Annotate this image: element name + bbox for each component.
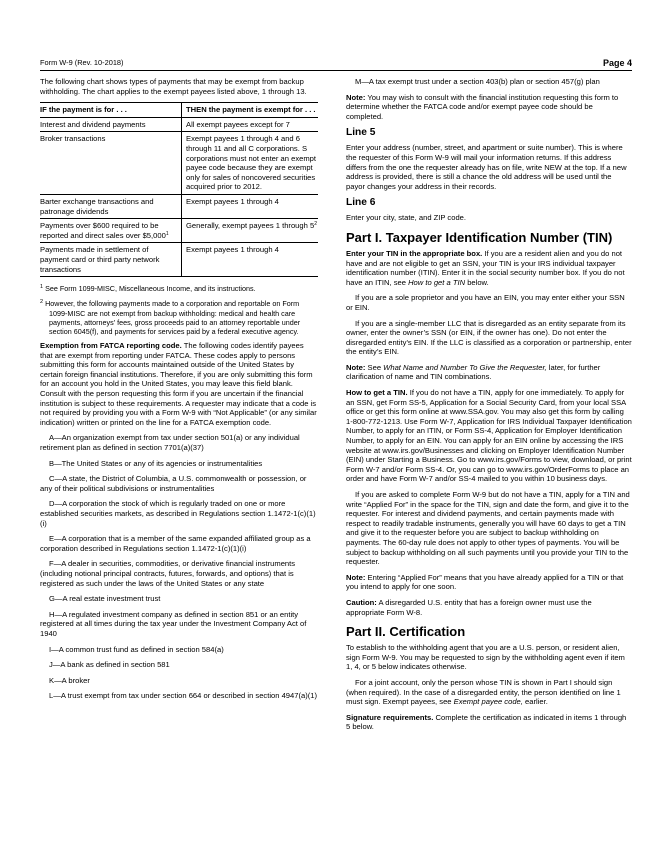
chart-intro: The following chart shows types of payments that may be exempt from backup withholding. The chart applies to the exempt payees listed above, 1 through 13. [40, 77, 307, 96]
fatca-code-e: E—A corporation that is a member of the same expanded affiliated group as a corporation described in Regulations section 1.1472-1(c)(1)(i) [40, 534, 311, 553]
note-fatca [346, 93, 632, 122]
footnote-text: See Form 1099-MISC, Miscellaneous Income, and its instructions. [45, 284, 256, 294]
fatca-code-h: H—A regulated investment company as defined in section 851 or an entity registered at all times during the tax year under the Investment Company Act of 1940 [40, 609, 307, 638]
how-to-get-tin-text: If you do not have a TIN, apply for one immediately. To apply for an SSN, get Form SS-5, Application for a Social Security Card, from your local SSA office or get this form online at www.SSA.gov. You may also get this form by calling 1-800-772-1213. Use Form W-7, Application for IRS Individual Taxpayer Identification Number, to apply for an ITIN, or Form SS-4, Application for Employer Identification Number, to apply for an EIN. You can apply for an EIN online by accessing the IRS website at www.irs.gov/Businesses and clicking on Employer Identification Number (EIN) under Starting a Business. Go to www.irs.gov/Forms to view, download, or print Form W-7 and/or Form SS-4. Or, you can go to www.irs.gov/OrderForms to place an order and have Form W-7 and/or SS-4 mailed to you within 10 business days. [346, 388, 632, 484]
page-number: Page 4 [602, 58, 632, 68]
fatca-code-f: F—A dealer in securities, commodities, or derivative financial instruments (including notional principal contracts, futures, forwards, and options) that is registered as such under the laws of the United States or any state [40, 559, 296, 588]
note-text: You may wish to consult with the financial institution requesting this form to determine whether the FATCA code and/or exempt payee code should be completed. [346, 92, 619, 121]
certification-text: To establish to the withholding agent that you are a U.S. person, or resident alien, sign Form W-9. You may be requested to sign by the withholding agent even if item 1, 4, or 5 below indicates otherwise. [346, 643, 625, 672]
right-column [346, 77, 632, 738]
footnote-ref: 1 [165, 230, 169, 237]
note-label: Note: [346, 362, 366, 372]
fatca-code-k: K—A broker [49, 675, 90, 685]
caution-paragraph [346, 598, 632, 617]
how-to-get-tin [346, 388, 632, 484]
tin-entry-lead: Enter your TIN in the appropriate box. [346, 248, 483, 258]
note-text: Entering “Applied For” means that you have already applied for a TIN or that you intend to apply for one soon. [346, 572, 624, 592]
payment-text: Payments over $600 required to be reported and direct sales over $5,000 [40, 221, 166, 240]
note-ref: What Name and Number To Give the Requester, [383, 362, 547, 372]
note-label: Note: [346, 572, 366, 582]
signature-requirements-lead: Signature requirements. [346, 712, 434, 722]
payment-cell [40, 219, 182, 243]
exempt-cell: All exempt payees except for 7 [182, 117, 319, 132]
exempt-text: Generally, exempt payees 1 through 5 [186, 221, 315, 231]
how-to-get-tin-lead: How to get a TIN. [346, 388, 408, 398]
tin-entry-text-end: below. [467, 277, 489, 287]
exempt-cell [182, 219, 319, 243]
note-label: Note: [346, 92, 366, 102]
fatca-code-j: J—A bank as defined in section 581 [49, 660, 170, 670]
fatca-section [40, 341, 318, 427]
payment-cell: Barter exchange transactions and patronage dividends [40, 194, 182, 218]
line5-text: Enter your address (number, street, and apartment or suite number). This is where the requester of this Form W-9 will mail your information returns. If this address differs from the one the requester already has on file, write NEW at the top. If a new address is provided, there is still a chance the old address will be used until the payor changes your address in their records. [346, 143, 627, 191]
how-to-get-tin-ref: How to get a TIN [408, 277, 466, 287]
fatca-text: The following codes identify payees that are exempt from reporting under FATCA. These codes apply to persons submitting this form for accounts maintained outside of the United States by certain foreign financial institutions. Therefore, if you are only submitting this form for an account you hold in the United States, you may leave this field blank. Consult with the person requesting this form if you are uncertain if the financial institution is subject to these requirements. A requester may indicate that a code is not required by providing you with a Form W-9 with “Not Applicable” (or any similar indication) written or printed on the line for a FATCA exemption code. [40, 341, 317, 427]
fatca-code-a: A—An organization exempt from tax under section 501(a) or any individual retirement plan as defined in section 7701(a)(37) [40, 433, 300, 453]
note-post: later, for further clarification of name and TIN combinations. [346, 362, 601, 382]
exempt-payee-code-ref: Exempt payee code, [453, 697, 523, 707]
line5-heading: Line 5 [346, 127, 376, 139]
footnote-ref: 2 [314, 221, 317, 228]
joint-account-paragraph [346, 678, 632, 707]
part1-heading: Part I. Taxpayer Identification Number (TIN) [346, 229, 613, 245]
fatca-heading: Exemption from FATCA reporting code. [40, 341, 182, 351]
line6-text: Enter your city, state, and ZIP code. [346, 213, 467, 223]
col-header-payment: IF the payment is for . . . [40, 103, 182, 118]
fatca-code-c: C—A state, the District of Columbia, a U.S. commonwealth or possession, or any of their political subdivisions or instrumentalities [40, 474, 307, 493]
exempt-cell: Exempt payees 1 through 4 [182, 243, 319, 277]
exempt-cell: Exempt payees 1 through 4 [182, 194, 319, 218]
header-rule [40, 70, 632, 71]
fatca-code-i: I—A common trust fund as defined in section 584(a) [49, 644, 224, 654]
table-row [40, 243, 318, 277]
note-applied-for [346, 573, 632, 592]
fatca-code-g: G—A real estate investment trust [49, 594, 161, 604]
signature-requirements-text: Complete the certification as indicated in items 1 through 5 below. [346, 712, 627, 732]
table-row [40, 194, 318, 218]
llc-text: If you are a single-member LLC that is disregarded as an entity separate from its owner, enter the owner’s SSN (or EIN, if the owner has one). Do not enter the disregarded entity’s EIN. If the LLC is classified as a corporation or partnership, enter the entity’s EIN. [346, 318, 632, 357]
footnote-2 [40, 298, 318, 336]
footnote-1 [40, 283, 318, 293]
payment-cell: Broker transactions [40, 132, 182, 195]
caution-label: Caution: [346, 597, 377, 607]
caution-text: A disregarded U.S. entity that has a foreign owner must use the appropriate Form W-8. [346, 597, 592, 617]
form-identifier: Form W-9 (Rev. 10-2018) [40, 58, 124, 67]
sole-proprietor-text: If you are a sole proprietor and you have an EIN, you may enter either your SSN or EIN. [346, 293, 625, 312]
part2-heading: Part II. Certification [346, 624, 466, 640]
footnote-text: However, the following payments made to a corporation and reportable on Form 1099-MISC are not exempt from backup withholding: medical and health care payments, attorneys' fees, gross proceeds paid to an attorney reportable under section 6045(f), and payments for services paid by a federal executive agency. [45, 299, 301, 336]
fatca-code-l: L—A trust exempt from tax under section 664 or described in section 4947(a)(1) [49, 691, 318, 701]
table-row [40, 117, 318, 132]
note-pre: See [367, 362, 382, 372]
payment-cell: Interest and dividend payments [40, 117, 182, 132]
col-header-exempt: THEN the payment is exempt for . . . [182, 103, 319, 118]
footnote-number: 1 [40, 284, 44, 291]
table-row [40, 219, 318, 243]
exempt-cell: Exempt payees 1 through 4 and 6 through 11 and all C corporations. S corporations must not enter an exempt payee code because they are exempt only for sales of noncovered securities acquired prior to 2012. [182, 132, 319, 195]
tin-entry-paragraph [346, 249, 632, 287]
table-row [40, 132, 318, 195]
fatca-code-d: D—A corporation the stock of which is regularly traded on one or more established securities markets, as described in Regulations section 1.1472-1(c)(1)(i) [40, 499, 316, 528]
signature-requirements [346, 713, 632, 732]
fatca-code-b: B—The United States or any of its agencies or instrumentalities [49, 458, 263, 468]
note-name-number [346, 363, 632, 382]
tin-entry-text: If you are a resident alien and you do not have and are not eligible to get an SSN, your TIN is your IRS individual taxpayer identification number (ITIN). Enter it in the social security number box. If you do not have an ITIN, see [346, 248, 625, 287]
footnote-number: 2 [40, 299, 44, 306]
joint-account-end: earlier. [525, 697, 548, 707]
joint-account-text: For a joint account, only the person whose TIN is shown in Part I should sign (when required). In the case of a disregarded entity, the person identified on line 1 must sign. Exempt payees, see [346, 677, 621, 707]
left-column [40, 77, 318, 707]
table-header-row [40, 103, 318, 118]
page-header [40, 57, 632, 71]
fatca-code-m: M—A tax exempt trust under a section 403(b) plan or section 457(g) plan [355, 77, 600, 86]
applied-for-text: If you are asked to complete Form W-9 but do not have a TIN, apply for a TIN and write “Applied For” in the space for the TIN, sign and date the form, and give it to the requester. For interest and dividend payments, and certain payments made with respect to readily tradable instruments, generally you will have 60 days to get a TIN and give it to the requester before you are subject to backup withholding on payments. The 60-day rule does not apply to other types of payments. You will be subject to backup withholding on all such payments until you provide your TIN to the requester. [346, 490, 630, 567]
exempt-payments-table [40, 102, 318, 277]
line6-heading: Line 6 [346, 197, 376, 209]
payment-cell: Payments made in settlement of payment card or third party network transactions [40, 243, 182, 277]
